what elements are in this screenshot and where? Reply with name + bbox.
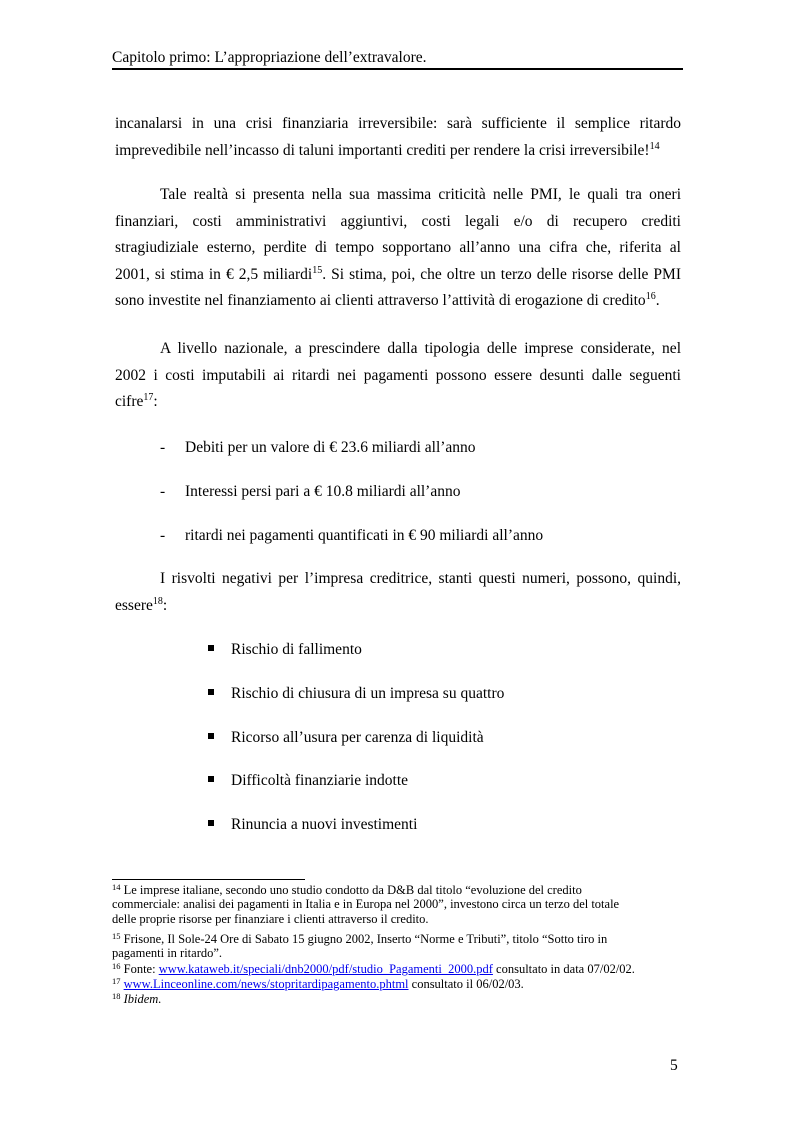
- dash-marker: -: [160, 527, 166, 544]
- paragraph-line: stragiudiziale esterno, perdite di tempo sopportano all’anno una cifra che, riferita al: [115, 239, 681, 256]
- bullet-list-item: Rischio di fallimento: [208, 640, 362, 660]
- footnote-ref[interactable]: 14: [649, 140, 660, 152]
- paragraph-line: incanalarsi in una crisi finanziaria irreversibile: sarà sufficiente il semplice ritardo: [115, 115, 681, 132]
- paragraph-line: sono investite nel finanziamento ai clienti attraverso l’attività di erogazione di credito$^{16}$.: [115, 291, 660, 309]
- footnote-16: $^{16}$ Fonte: www.kataweb.it/speciali/dnb2000/pdf/studio_Pagamenti_2000.pdf consultato in data 07/02/02.: [112, 961, 635, 976]
- paragraph-line: Tale realtà si presenta nella sua massima criticità nelle PMI, le quali tra oneri: [160, 186, 681, 203]
- paragraph-line: 2001, si stima in € 2,5 miliardi$^{15}$. Si stima, poi, che oltre un terzo delle risorse delle PMI: [115, 264, 681, 283]
- footnote-ref[interactable]: 17: [143, 392, 154, 403]
- square-bullet-icon: [208, 733, 214, 739]
- bullet-list-item: Ricorso all’usura per carenza di liquidità: [208, 728, 484, 748]
- footnote-18: $^{18}$ Ibidem.: [112, 991, 162, 1006]
- square-bullet-icon: [208, 645, 214, 651]
- paragraph-line: A livello nazionale, a prescindere dalla tipologia delle imprese considerate, nel: [160, 340, 681, 357]
- paragraph-3: [115, 336, 681, 416]
- header-rule: [112, 68, 683, 70]
- footnote-15: $^{15}$ Frisone, Il Sole-24 Ore di Sabato 15 giugno 2002, Inserto “Norme e Tributi”, titolo “Sotto tiro in pagamenti in ritardo”.: [112, 931, 608, 961]
- bullet-list-item: Rinuncia a nuovi investimenti: [208, 815, 417, 835]
- bullet-list-item: Rischio di chiusura di un impresa su quattro: [208, 684, 504, 704]
- square-bullet-icon: [208, 689, 214, 695]
- footnote-17: $^{17}$ www.Linceonline.com/news/stopritardipagamento.phtml consultato il 06/02/03.: [112, 976, 524, 991]
- footnote-separator: [112, 879, 305, 880]
- paragraph-line: I risvolti negativi per l’impresa creditrice, stanti questi numeri, possono, quindi,: [160, 570, 681, 587]
- footnote-ref[interactable]: 16: [645, 291, 656, 302]
- paragraph-2: [115, 182, 681, 315]
- paragraph-1: [115, 111, 681, 164]
- dash-marker: -: [160, 483, 166, 500]
- square-bullet-icon: [208, 820, 214, 826]
- paragraph-line: essere$^{18}$:: [115, 595, 168, 614]
- dash-list-item: - ritardi nei pagamenti quantificati in € 90 miliardi all’anno: [160, 527, 544, 544]
- paragraph-line: finanziari, costi amministrativi aggiuntivi, costi legali e/o di recupero crediti: [115, 212, 681, 230]
- dash-list-item: - Interessi persi pari a € 10.8 miliardi all’anno: [160, 483, 461, 500]
- footnote-ref[interactable]: 18: [152, 595, 163, 607]
- running-header: Capitolo primo: L’appropriazione dell’extravalore.: [112, 49, 427, 66]
- footnote-link[interactable]: www.Linceonline.com/news/stopritardipagamento.phtml: [123, 977, 409, 991]
- page-number: 5: [670, 1057, 678, 1074]
- footnote-link[interactable]: www.kataweb.it/speciali/dnb2000/pdf/studio_Pagamenti_2000.pdf: [158, 962, 493, 976]
- footnote-14: $^{14}$ Le imprese italiane, secondo uno studio condotto da D&B dal titolo “evoluzione del credito commerciale: analisi dei pagamenti in Italia e in Europa nel 2000”, investono circa un terzo del totale delle proprie risorse per finanziare i clienti attraverso il credito.: [112, 882, 620, 926]
- bullet-list-item: Difficoltà finanziarie indotte: [208, 771, 408, 791]
- footnote-ref[interactable]: 15: [312, 264, 323, 276]
- dash-marker: -: [160, 439, 166, 456]
- paragraph-line: 2002 i costi imputabili ai ritardi nei pagamenti possono essere desunti dalle seguenti: [115, 366, 681, 384]
- paragraph-line: imprevedibile nell’incasso di taluni importanti crediti per rendere la crisi irreversibile!$^{14}$: [115, 140, 660, 159]
- square-bullet-icon: [208, 776, 214, 782]
- paragraph-4: [115, 566, 681, 619]
- dash-list-item: - Debiti per un valore di € 23.6 miliardi all’anno: [160, 439, 476, 456]
- paragraph-line: cifre$^{17}$:: [115, 392, 158, 410]
